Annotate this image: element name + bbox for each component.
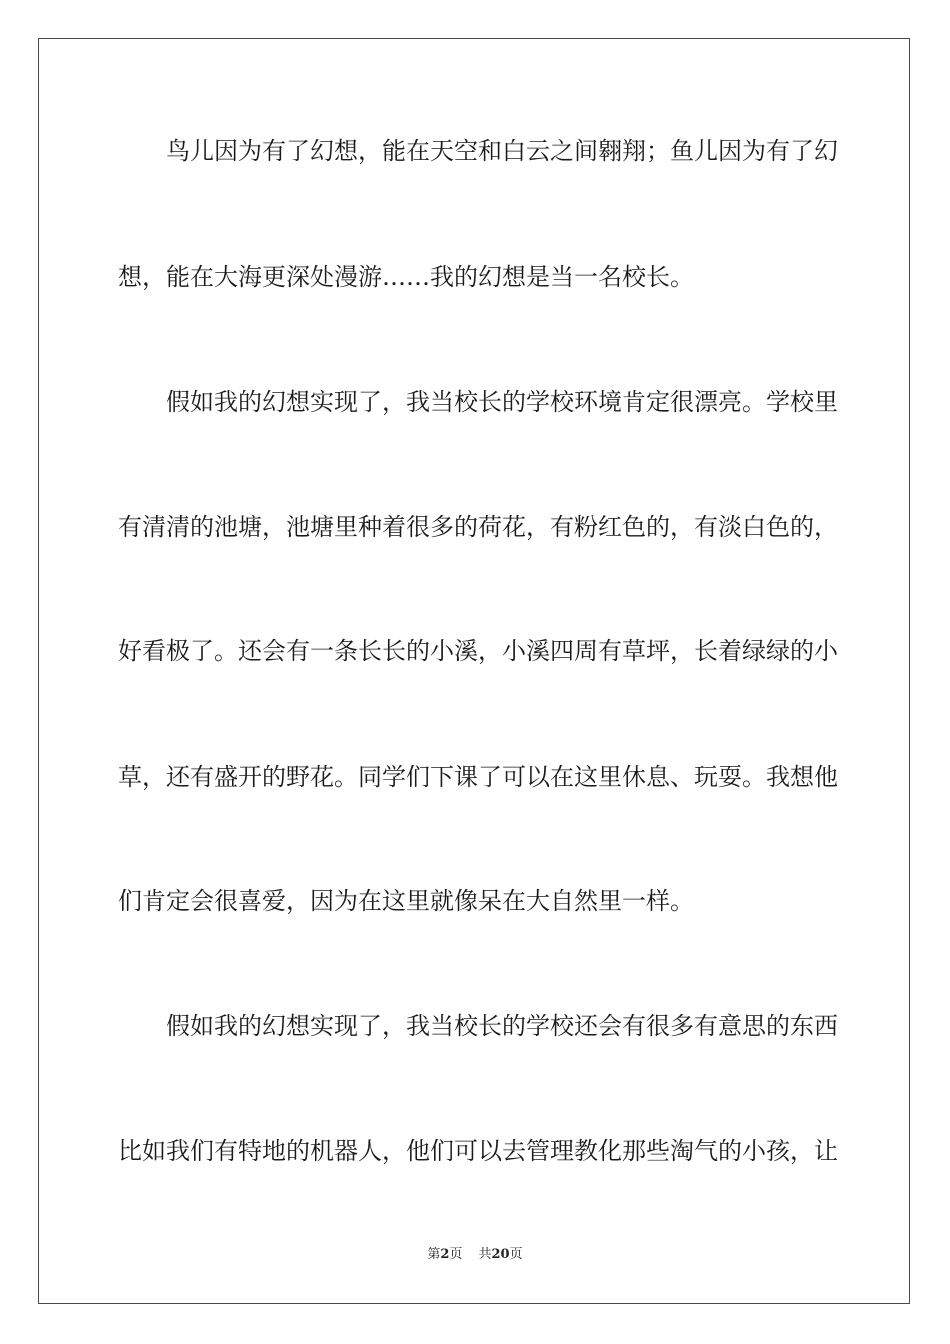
page-footer: [0, 1246, 950, 1264]
paragraph-1-line-1: 鸟儿因为有了幻想，能在天空和白云之间翱翔；鱼儿因为有了幻: [166, 137, 838, 165]
paragraph-2-line-4: 草，还有盛开的野花。同学们下课了可以在这里休息、玩耍。我想他: [118, 763, 838, 791]
page-border: [38, 38, 910, 1304]
paragraph-2-line-1: 假如我的幻想实现了，我当校长的学校环境肯定很漂亮。学校里: [166, 388, 838, 416]
total-unit: 页: [509, 1247, 523, 1262]
page-prefix: 第: [427, 1247, 441, 1262]
paragraph-1-line-2: 想，能在大海更深处漫游……我的幻想是当一名校长。: [118, 263, 694, 291]
paragraph-2-line-5: 们肯定会很喜爱，因为在这里就像呆在大自然里一样。: [118, 887, 694, 915]
page-number: 2: [440, 1247, 450, 1262]
total-pages: 20: [491, 1247, 510, 1262]
paragraph-2-line-2: 有清清的池塘，池塘里种着很多的荷花，有粉红色的，有淡白色的，: [118, 513, 838, 541]
paragraph-3-line-2: 比如我们有特地的机器人，他们可以去管理教化那些淘气的小孩，让: [118, 1137, 838, 1165]
total-prefix: 共: [478, 1247, 492, 1262]
paragraph-3-line-1: 假如我的幻想实现了，我当校长的学校还会有很多有意思的东西: [166, 1012, 838, 1040]
page-unit: 页: [449, 1247, 463, 1262]
paragraph-2-line-3: 好看极了。还会有一条长长的小溪，小溪四周有草坪，长着绿绿的小: [118, 637, 838, 665]
